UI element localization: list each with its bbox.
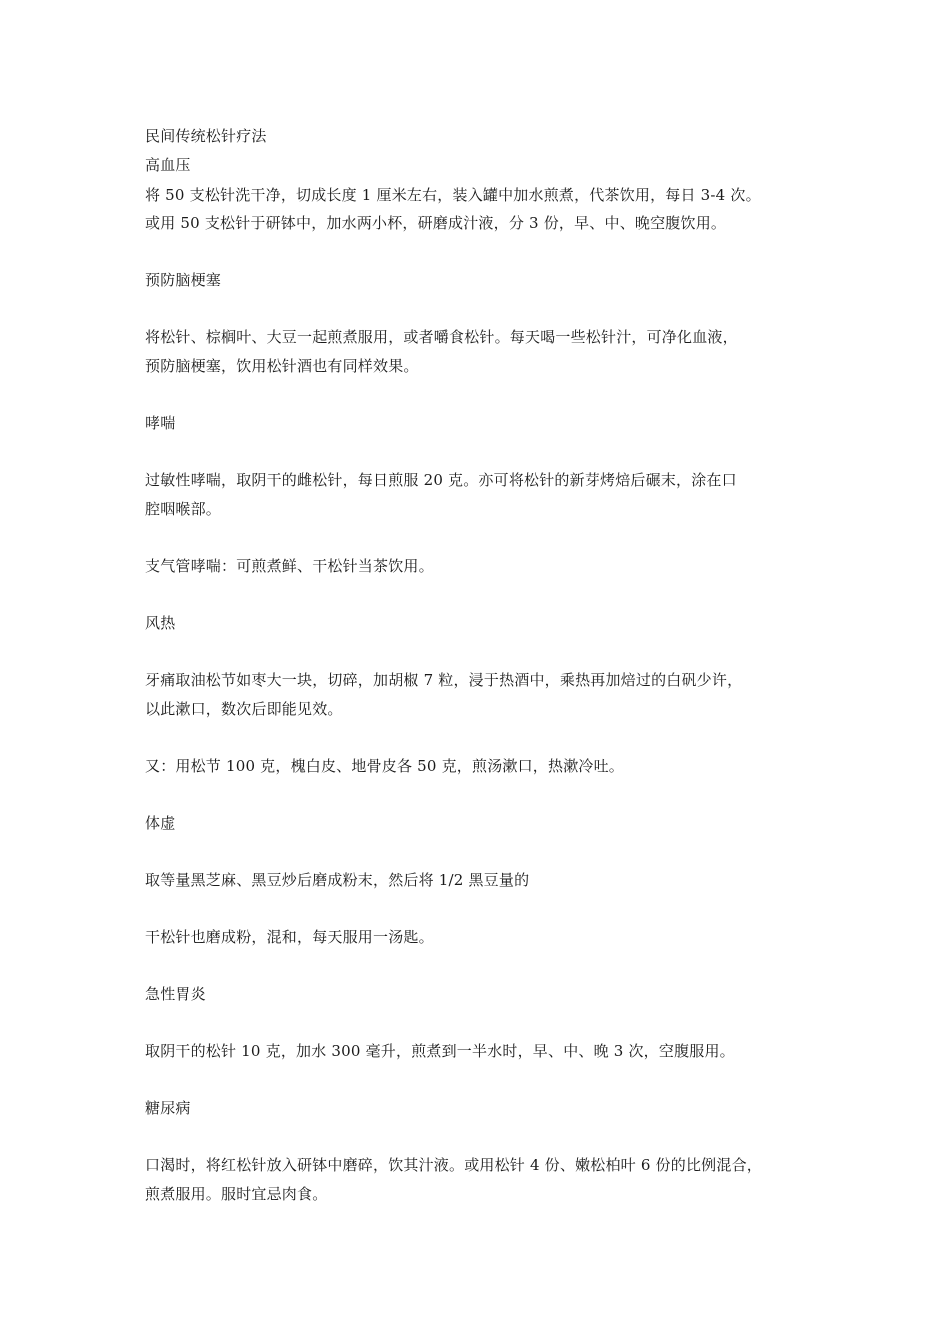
paragraph-line: 取阴干的松针 10 克，加水 300 毫升，煎煮到一半水时，早、中、晚 3 次，空腹服用。 <box>145 1042 735 1060</box>
section-heading-acute-gastritis: 急性胃炎 <box>145 985 206 1003</box>
paragraph-line: 支气管哮喘：可煎煮鲜、干松针当茶饮用。 <box>145 557 434 575</box>
paragraph-line: 以此漱口，数次后即能见效。 <box>145 700 343 718</box>
section-heading-wind-heat: 风热 <box>145 614 176 632</box>
paragraph-line: 腔咽喉部。 <box>145 500 222 518</box>
paragraph-line: 过敏性哮喘，取阴干的雌松针，每日煎服 20 克。亦可将松针的新芽烤焙后碾末，涂在口 <box>145 471 737 489</box>
paragraph-line: 预防脑梗塞，饮用松针酒也有同样效果。 <box>145 357 419 375</box>
paragraph-line: 将 50 支松针洗干净，切成长度 1 厘米左右，装入罐中加水煎煮，代茶饮用，每日 3-4 次。 <box>145 186 761 204</box>
paragraph-line: 干松针也磨成粉，混和，每天服用一汤匙。 <box>145 928 434 946</box>
paragraph-line: 将松针、棕榈叶、大豆一起煎煮服用，或者嚼食松针。每天喝一些松针汁，可净化血液， <box>145 328 738 346</box>
paragraph-line: 牙痛取油松节如枣大一块，切碎，加胡椒 7 粒，浸于热酒中，乘热再加焙过的白矾少许， <box>145 671 743 689</box>
paragraph-line: 又：用松节 100 克，槐白皮、地骨皮各 50 克，煎汤漱口，热漱冷吐。 <box>145 757 624 775</box>
document-title: 民间传统松针疗法 <box>145 127 267 145</box>
paragraph-line: 口渴时，将红松针放入研钵中磨碎，饮其汁液。或用松针 4 份、嫩松柏叶 6 份的比例混合， <box>145 1156 762 1174</box>
paragraph-line: 取等量黑芝麻、黑豆炒后磨成粉末，然后将 1/2 黑豆量的 <box>145 871 530 889</box>
section-heading-hypertension: 高血压 <box>145 156 191 174</box>
section-heading-asthma: 哮喘 <box>145 414 176 432</box>
paragraph-line: 煎煮服用。服时宜忌肉食。 <box>145 1185 328 1203</box>
section-heading-weakness: 体虚 <box>145 814 176 832</box>
section-heading-stroke-prevention: 预防脑梗塞 <box>145 271 222 289</box>
paragraph-line: 或用 50 支松针于研钵中，加水两小杯，研磨成汁液，分 3 份，早、中、晚空腹饮用。 <box>145 214 727 232</box>
section-heading-diabetes: 糖尿病 <box>145 1099 191 1117</box>
